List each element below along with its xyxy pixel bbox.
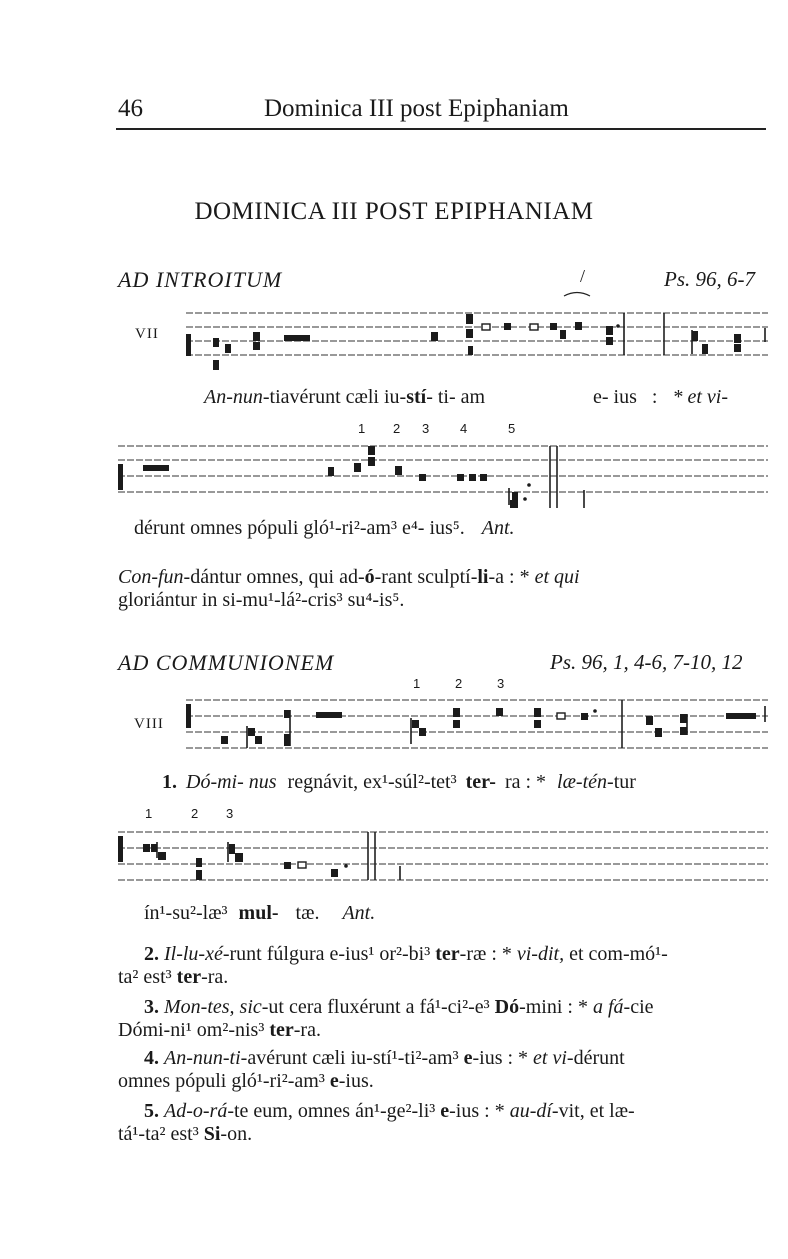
running-title: Dominica III post Epiphaniam	[264, 95, 569, 122]
verse-text: runt fúlgura e-ius¹ or²-bi³	[229, 943, 431, 965]
verse-incipit: Ad-o-rá-	[164, 1100, 234, 1122]
introit-verse	[118, 566, 768, 612]
lyric-syllable: An-nun-	[204, 386, 270, 408]
verse-text: -ius : *	[472, 1047, 534, 1069]
clef	[118, 464, 123, 490]
episema-number: 1	[358, 421, 366, 436]
episema-number: 2	[191, 806, 199, 821]
lyric-text: e- ius	[593, 386, 637, 408]
verse-text: -mini : *	[519, 996, 593, 1018]
lyric-text: regnávit, ex¹-súl²-tet³	[287, 771, 457, 793]
antiphon-cue: Ant.	[481, 517, 515, 539]
verse-incipit: An-nun-ti-	[164, 1047, 248, 1069]
verse-incipit: Con-fun-	[118, 566, 191, 588]
lyric-accent: mul-	[238, 902, 279, 924]
verse-text: -ra.	[293, 1019, 321, 1041]
introit-staff-1	[186, 310, 768, 380]
lyric-cue: * et vi-	[672, 386, 728, 408]
episema-number: 1	[145, 806, 153, 821]
clef	[186, 704, 191, 728]
lyric-text: ra : *	[504, 771, 547, 793]
header-rule	[116, 128, 766, 130]
verse-accent: li	[477, 566, 489, 588]
episema-number: 5	[508, 421, 516, 436]
verse-text: vit, et læ-	[558, 1100, 635, 1122]
breath-arc	[562, 290, 592, 298]
communion-verse-2	[118, 943, 768, 989]
verse-text: ut cera fluxérunt a fá¹-ci²-e³	[268, 996, 490, 1018]
verse-accent: e	[463, 1047, 473, 1069]
episema-number: 3	[422, 421, 430, 436]
verse-text: -ius.	[338, 1070, 374, 1092]
verse-cue: au-dí-	[509, 1100, 559, 1122]
communion-psalm-ref: Ps. 96, 1, 4-6, 7-10, 12	[550, 650, 743, 674]
introit-lyric-line-2	[134, 517, 515, 540]
lyric-text: - ti- am	[426, 386, 486, 408]
verse-accent: ó	[364, 566, 375, 588]
verse-accent: e	[440, 1100, 450, 1122]
lyric-text: tæ.	[295, 902, 320, 924]
verse-text: -ra.	[201, 966, 229, 988]
introit-mode: VII	[135, 326, 159, 342]
lyric-text: tur	[613, 771, 636, 793]
verse-number: 2.	[144, 943, 159, 965]
verse-text: dántur omnes, qui ad-	[190, 566, 365, 588]
verse-accent: ter	[176, 966, 202, 988]
verse-number: 3.	[144, 996, 159, 1018]
communion-lyric-line-1	[162, 771, 636, 794]
verse-accent: ter	[269, 1019, 294, 1041]
page-title: DOMINICA III POST EPIPHANIAM	[194, 198, 594, 225]
verse-accent: Dó	[494, 996, 520, 1018]
communion-lyric-line-2	[144, 902, 375, 925]
introit-lyric-line-1-end	[593, 386, 728, 409]
verse-cue: et vi-	[533, 1047, 574, 1069]
communion-staff-1	[186, 696, 768, 756]
communion-verse-3	[118, 996, 768, 1042]
communion-verse-5	[118, 1100, 768, 1146]
introit-heading: AD INTROITUM	[118, 267, 283, 292]
lyric-accent: ter-	[465, 771, 496, 793]
verse-accent: Si	[203, 1123, 221, 1145]
verse-text: avérunt cæli iu-stí¹-ti²-am³	[247, 1047, 459, 1069]
verse-cue: a fá-	[592, 996, 631, 1018]
verse-cue: vi-dit,	[516, 943, 565, 965]
communion-verse-4	[118, 1047, 768, 1093]
verse-number: 5.	[144, 1100, 159, 1122]
verse-text: tá¹-ta² est³	[118, 1123, 199, 1145]
verse-text: -a : *	[488, 566, 535, 588]
verse-incipit: Mon-tes, sic-	[164, 996, 269, 1018]
introit-staff-2	[118, 440, 768, 512]
verse-cue: et qui	[534, 566, 580, 588]
communion-heading: AD COMMUNIONEM	[118, 650, 335, 675]
verse-number: 1.	[162, 771, 177, 793]
episema-number: 4	[460, 421, 468, 436]
verse-text: -ius : *	[449, 1100, 510, 1122]
lyric-text: dérunt omnes pópuli gló¹-ri²-am³ e⁴- ius⁵.	[134, 517, 465, 539]
clef	[186, 334, 191, 356]
antiphon-cue: Ant.	[342, 902, 376, 924]
verse-text: omnes pópuli gló¹-ri²-am³	[118, 1070, 325, 1092]
verse-text: te eum, omnes án¹-ge²-li³	[233, 1100, 436, 1122]
episema-number: 1	[413, 676, 421, 691]
verse-text: dérunt	[573, 1047, 625, 1069]
verse-text: -ræ : *	[459, 943, 517, 965]
verse-text: -rant sculptí-	[374, 566, 478, 588]
introit-psalm-ref: Ps. 96, 6-7	[664, 267, 755, 291]
communion-mode: VIII	[134, 716, 164, 732]
verse-accent: ter	[435, 943, 460, 965]
episema-number: 3	[226, 806, 234, 821]
verse-text: -on.	[220, 1123, 253, 1145]
lyric-text: ín¹-su²-læ³	[144, 902, 228, 924]
lyric-accent: stí	[406, 386, 427, 408]
episema-number: 3	[497, 676, 505, 691]
episema-number: 2	[393, 421, 401, 436]
verse-number: 4.	[144, 1047, 159, 1069]
lyric-colon: :	[651, 386, 658, 408]
verse-text: Dómi-ni¹ om²-nis³	[118, 1019, 265, 1041]
communion-staff-2	[118, 828, 768, 886]
verse-text: et com-mó¹-	[564, 943, 668, 965]
lyric-cue: læ-tén-	[557, 771, 614, 793]
page-number: 46	[118, 95, 143, 122]
lyric-incipit: Dó-mi- nus	[186, 771, 277, 793]
verse-incipit: Il-lu-xé-	[164, 943, 230, 965]
breath-mark: /	[580, 266, 586, 286]
verse-accent: e	[329, 1070, 339, 1092]
clef	[118, 836, 123, 862]
verse-text: gloriántur in si-mu¹-lá²-cris³ su⁴-is⁵.	[118, 589, 405, 611]
lyric-text: tiavérunt cæli iu-	[269, 386, 407, 408]
introit-lyric-line-1	[204, 386, 485, 409]
episema-number: 2	[455, 676, 463, 691]
verse-text: ta² est³	[118, 966, 172, 988]
verse-text: cie	[630, 996, 654, 1018]
